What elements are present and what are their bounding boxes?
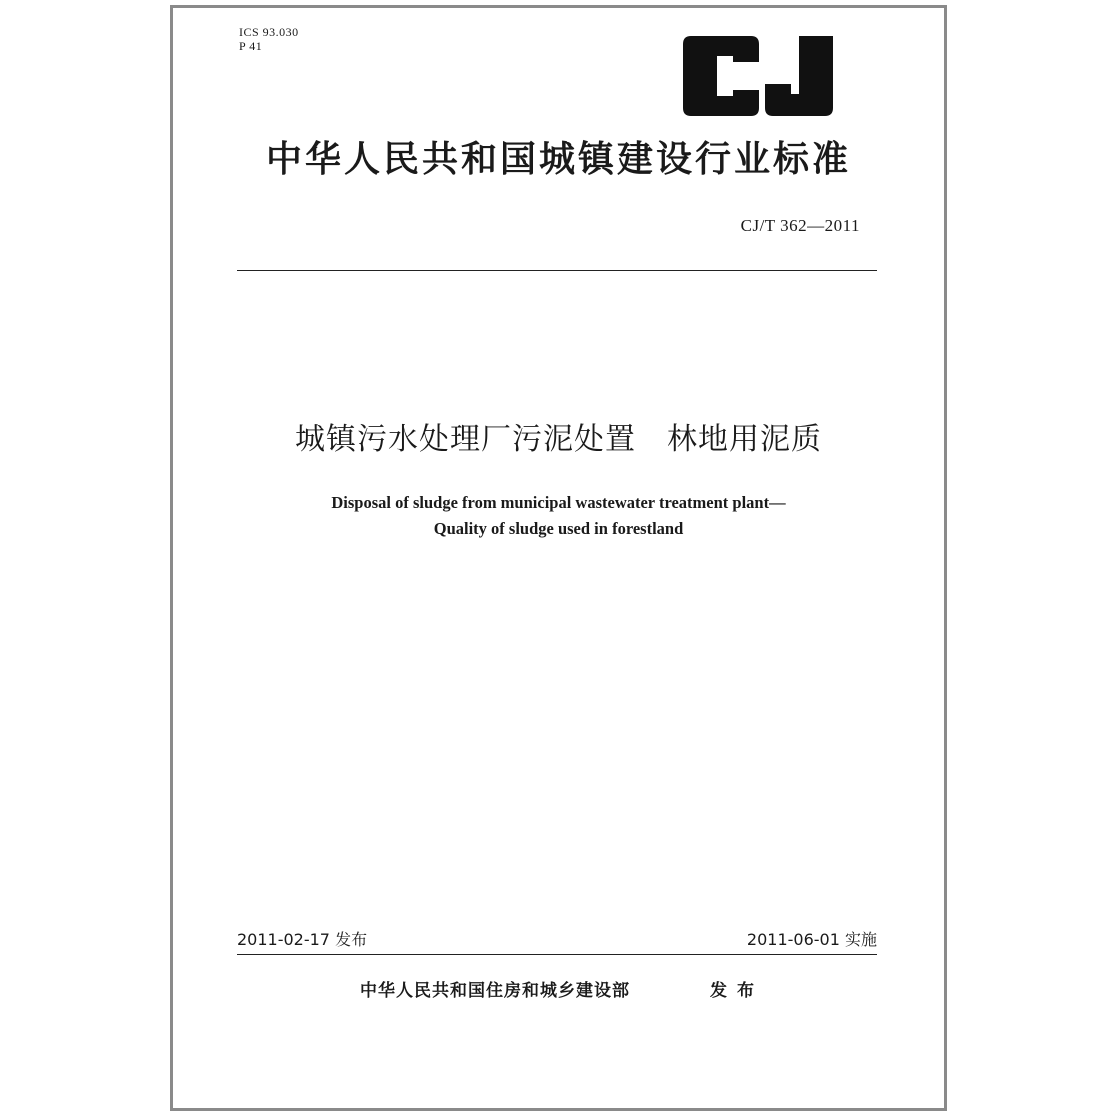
effective-date: 2011-06-01 实施 <box>746 930 877 949</box>
standard-cover <box>170 5 947 1111</box>
issue-date: 2011-02-17 发布 <box>237 930 368 949</box>
english-title-line-1: Disposal of sludge from municipal wastewater treatment plant— <box>331 493 786 512</box>
standard-number: CJ/T 362—2011 <box>740 216 860 235</box>
english-title-line-2: Quality of sludge used in forestland <box>433 519 684 538</box>
issue-verb: 发布 <box>710 981 764 1001</box>
ccs-code: P 41 <box>239 39 263 53</box>
chinese-title: 城镇污水处理厂污泥处置 林地用泥质 <box>295 422 822 457</box>
issuing-authority: 中华人民共和国住房和城乡建设部 <box>360 981 630 1001</box>
top-divider <box>237 270 877 271</box>
english-title <box>173 490 944 542</box>
bottom-divider <box>237 954 877 955</box>
standard-category: 中华人民共和国城镇建设行业标准 <box>265 139 851 180</box>
ics-code: ICS 93.030 <box>239 25 299 39</box>
cj-logo <box>681 36 835 116</box>
